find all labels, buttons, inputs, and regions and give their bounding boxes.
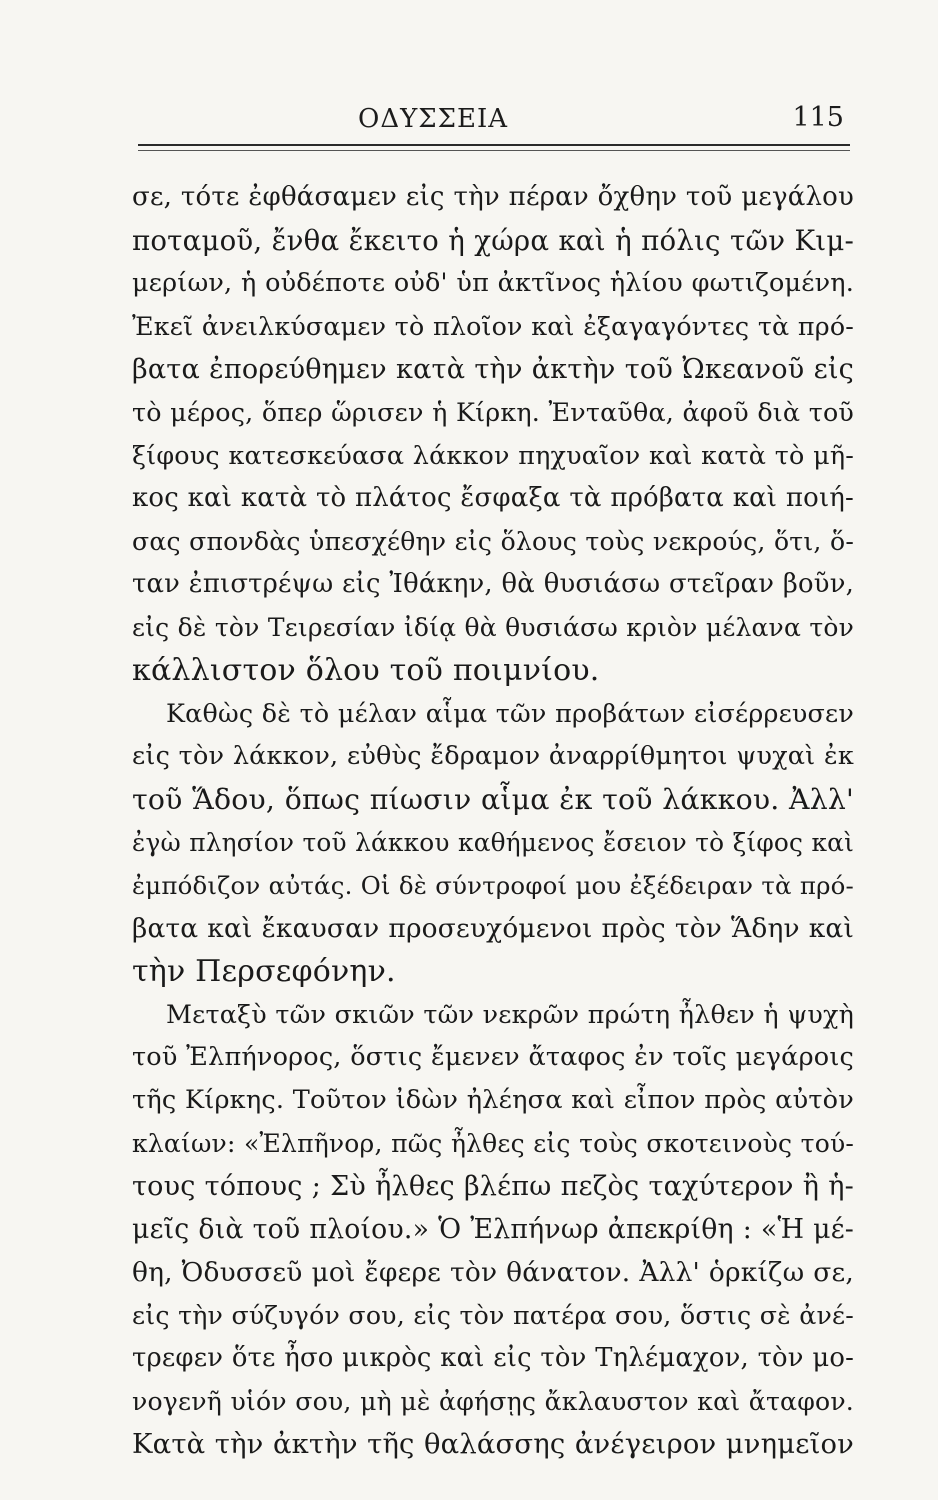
header-rule-thick (138, 144, 850, 146)
text-line: ἐγὼ πλησίον τοῦ λάκκου καθήμενος ἔσειον τὸ ξίφος καὶ (132, 828, 854, 857)
text-line: τρεφεν ὅτε ἦσο μικρὸς καὶ εἰς τὸν Τηλέμαχον, τὸν μο- (132, 1343, 854, 1373)
text-line: μεῖς διὰ τοῦ πλοίου.» Ὁ Ἐλπήνωρ ἀπεκρίθη : «Ἡ μέ- (132, 1214, 854, 1245)
page-header (132, 102, 852, 142)
header-rule-thin (138, 150, 850, 151)
running-head: ΟΔΥΣΣΕΙΑ (358, 104, 509, 134)
text-line: Κατὰ τὴν ἀκτὴν τῆς θαλάσσης ἀνέγειρον μνημεῖον (132, 1429, 854, 1460)
text-line: εἰς τὴν σύζυγόν σου, εἰς τὸν πατέρα σου, ὅστις σὲ ἀνέ- (132, 1301, 854, 1330)
text-line-paragraph-start: Μεταξὺ τῶν σκιῶν τῶν νεκρῶν πρώτη ἦλθεν ἡ ψυχὴ (166, 999, 854, 1029)
text-line: ξίφους κατεσκεύασα λάκκον πηχυαῖον καὶ κατὰ τὸ μῆ- (132, 440, 854, 470)
text-line-paragraph-end: τὴν Περσεφόνην. (132, 954, 396, 989)
text-line: εἰς δὲ τὸν Τειρεσίαν ἰδίᾳ θὰ θυσιάσω κριὸν μέλανα τὸν (132, 613, 854, 642)
text-line: κλαίων: «Ἐλπῆνορ, πῶς ἦλθες εἰς τοὺς σκοτεινοὺς τού- (132, 1129, 854, 1158)
page-number: 115 (792, 102, 844, 133)
text-line: τὸ μέρος, ὅπερ ὥρισεν ἡ Κίρκη. Ἐνταῦθα, ἀφοῦ διὰ τοῦ (132, 397, 854, 427)
text-line: σε, τότε ἐφθάσαμεν εἰς τὴν πέραν ὄχθην τοῦ μεγάλου (132, 182, 854, 212)
text-line: ποταμοῦ, ἔνθα ἔκειτο ἡ χώρα καὶ ἡ πόλις τῶν Κιμ- (132, 224, 854, 257)
text-line: σας σπονδὰς ὑπεσχέθην εἰς ὅλους τοὺς νεκρούς, ὅτι, ὅ- (132, 527, 854, 556)
body-text (132, 176, 854, 1466)
text-line: κος καὶ κατὰ τὸ πλάτος ἔσφαξα τὰ πρόβατα καὶ ποιή- (132, 483, 854, 513)
text-line-paragraph-start: Καθὼς δὲ τὸ μέλαν αἷμα τῶν προβάτων εἰσέρρευσεν (166, 698, 854, 728)
text-line: Ἐκεῖ ἀνειλκύσαμεν τὸ πλοῖον καὶ ἐξαγαγόντες τὰ πρό- (132, 312, 854, 341)
text-line: τοῦ Ἅδου, ὅπως πίωσιν αἷμα ἐκ τοῦ λάκκου. Ἀλλ' (132, 783, 854, 816)
text-line: τῆς Κίρκης. Τοῦτον ἰδὼν ἠλέησα καὶ εἶπον πρὸς αὐτὸν (132, 1085, 854, 1115)
text-line: τοῦ Ἐλπήνορος, ὅστις ἔμενεν ἄταφος ἐν τοῖς μεγάροις (132, 1042, 854, 1072)
text-line: θη, Ὀδυσσεῦ μοὶ ἔφερε τὸν θάνατον. Ἀλλ' ὁρκίζω σε, (132, 1257, 854, 1288)
text-line: βατα ἐπορεύθημεν κατὰ τὴν ἀκτὴν τοῦ Ὠκεανοῦ εἰς (132, 354, 854, 385)
text-line-paragraph-end: κάλλιστον ὅλου τοῦ ποιμνίου. (132, 653, 600, 688)
text-line: βατα καὶ ἔκαυσαν προσευχόμενοι πρὸς τὸν Ἅδην καὶ (132, 913, 854, 944)
text-line: μερίων, ἡ οὐδέποτε οὐδ' ὑπ ἀκτῖνος ἡλίου φωτιζομένη. (132, 268, 854, 298)
text-line: τους τόπους ; Σὺ ἦλθες βλέπω πεζὸς ταχύτερον ἢ ἡ- (132, 1171, 854, 1202)
text-line: ταν ἐπιστρέψω εἰς Ἰθάκην, θὰ θυσιάσω στεῖραν βοῦν, (132, 569, 854, 599)
text-line: ἐμπόδιζον αὐτάς. Οἱ δὲ σύντροφοί μου ἐξέδειραν τὰ πρό- (132, 871, 854, 900)
text-line: εἰς τὸν λάκκον, εὐθὺς ἔδραμον ἀναρρίθμητοι ψυχαὶ ἐκ (132, 741, 854, 771)
text-line: νογενῆ υἱόν σου, μὴ μὲ ἀφήσῃς ἄκλαυστον καὶ ἄταφον. (132, 1387, 854, 1416)
